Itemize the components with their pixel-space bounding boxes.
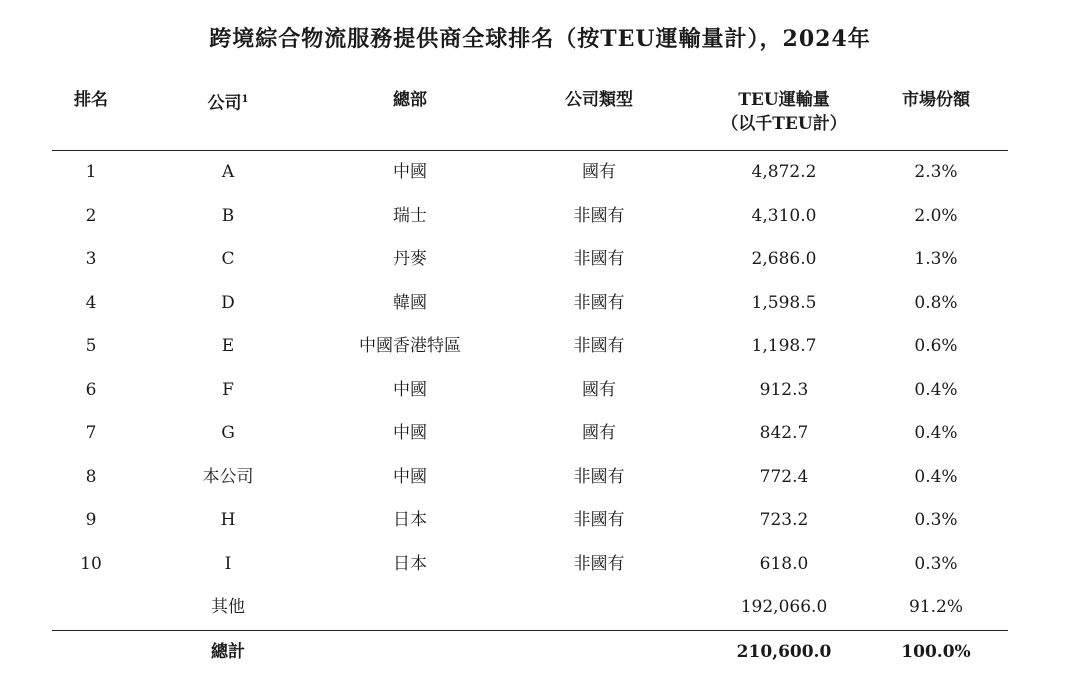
table-row	[52, 325, 1008, 369]
header-teu-volume: TEU運輸量 （以千TEU計）	[704, 88, 864, 151]
rank-cell: 1	[85, 162, 97, 182]
hq-cell	[326, 586, 494, 630]
hq-cell: 中國	[393, 466, 427, 487]
company-cell: I	[224, 553, 232, 574]
hq-cell: 日本	[393, 510, 427, 530]
total-hq-cell	[326, 630, 494, 673]
table-row	[52, 282, 1008, 326]
total-row	[52, 630, 1008, 673]
company-cell: C	[221, 249, 235, 269]
table-row	[52, 369, 1008, 413]
header-rank: 排名	[52, 88, 130, 151]
share-cell: 0.4%	[914, 466, 958, 487]
company-cell: F	[222, 379, 234, 400]
share-cell: 0.4%	[914, 423, 958, 443]
type-cell: 非國有	[573, 249, 625, 269]
teu-cell: 723.2	[759, 510, 809, 530]
type-cell: 非國有	[573, 510, 625, 530]
teu-cell: 192,066.0	[740, 597, 828, 617]
teu-cell: 912.3	[759, 379, 809, 400]
company-cell: B	[221, 205, 235, 226]
type-cell: 非國有	[573, 553, 625, 574]
share-cell: 0.6%	[914, 336, 958, 356]
hq-cell: 日本	[393, 553, 427, 574]
table-row	[52, 195, 1008, 239]
table-row	[52, 543, 1008, 587]
share-cell: 1.3%	[914, 249, 958, 269]
share-cell: 0.3%	[914, 553, 958, 574]
teu-cell: 772.4	[759, 466, 809, 487]
share-cell: 91.2%	[908, 597, 963, 617]
hq-cell: 中國	[393, 423, 427, 443]
teu-cell: 618.0	[759, 553, 809, 574]
table-row	[52, 238, 1008, 282]
company-cell: H	[220, 510, 236, 530]
table-header-row	[52, 88, 1008, 151]
type-cell: 國有	[582, 162, 616, 182]
type-cell: 非國有	[573, 336, 625, 356]
hq-cell: 中國	[393, 162, 427, 182]
share-cell: 2.0%	[914, 205, 958, 226]
table-row	[52, 499, 1008, 543]
header-company-type: 公司類型	[494, 88, 704, 151]
total-type-cell	[494, 630, 704, 673]
share-cell: 0.8%	[914, 292, 958, 313]
total-share: 100.0%	[864, 630, 1008, 673]
type-cell	[494, 586, 704, 630]
table-body	[52, 151, 1008, 631]
teu-cell: 2,686.0	[751, 249, 817, 269]
total-teu: 210,600.0	[704, 630, 864, 673]
table-row	[52, 412, 1008, 456]
share-cell: 0.4%	[914, 379, 958, 400]
table-row	[52, 586, 1008, 630]
header-market-share: 市場份額	[864, 88, 1008, 151]
type-cell: 國有	[582, 379, 616, 400]
company-cell: G	[221, 423, 235, 443]
rank-cell: 9	[85, 510, 97, 530]
rank-cell: 8	[85, 466, 97, 487]
hq-cell: 中國香港特區	[359, 336, 461, 356]
table-row	[52, 151, 1008, 195]
hq-cell: 丹麥	[393, 249, 427, 269]
teu-cell: 4,310.0	[751, 205, 817, 226]
teu-cell: 1,598.5	[751, 292, 817, 313]
rank-cell: 3	[85, 249, 97, 269]
footnote-marker: 1	[241, 94, 249, 105]
type-cell: 國有	[582, 423, 616, 443]
rank-cell: 7	[85, 423, 97, 443]
share-cell: 2.3%	[914, 162, 958, 182]
hq-cell: 韓國	[393, 292, 427, 313]
company-cell: E	[221, 336, 235, 356]
type-cell: 非國有	[573, 205, 625, 226]
ranking-table	[52, 88, 1008, 673]
hq-cell: 中國	[393, 379, 427, 400]
ranking-table-container	[52, 88, 1008, 673]
hq-cell: 瑞士	[393, 205, 427, 226]
total-rank-cell	[52, 630, 130, 673]
teu-cell: 1,198.7	[751, 336, 817, 356]
rank-cell: 4	[85, 292, 97, 313]
type-cell: 非國有	[573, 292, 625, 313]
table-row	[52, 456, 1008, 500]
header-headquarters: 總部	[326, 88, 494, 151]
share-cell: 0.3%	[914, 510, 958, 530]
type-cell: 非國有	[573, 466, 625, 487]
teu-cell: 4,872.2	[751, 162, 817, 182]
total-label: 總計	[130, 630, 326, 673]
rank-cell: 2	[85, 205, 97, 226]
table-title: 跨境綜合物流服務提供商全球排名（按TEU運輸量計），2024年	[209, 26, 871, 52]
company-cell: 本公司	[202, 466, 254, 487]
company-cell: A	[221, 162, 235, 182]
rank-cell: 10	[80, 553, 102, 574]
rank-cell: 5	[85, 336, 97, 356]
rank-cell	[52, 586, 130, 630]
teu-cell: 842.7	[759, 423, 809, 443]
company-cell: 其他	[211, 597, 245, 617]
header-company: 公司$^1$	[130, 88, 326, 151]
company-cell: D	[221, 292, 235, 313]
rank-cell: 6	[85, 379, 97, 400]
